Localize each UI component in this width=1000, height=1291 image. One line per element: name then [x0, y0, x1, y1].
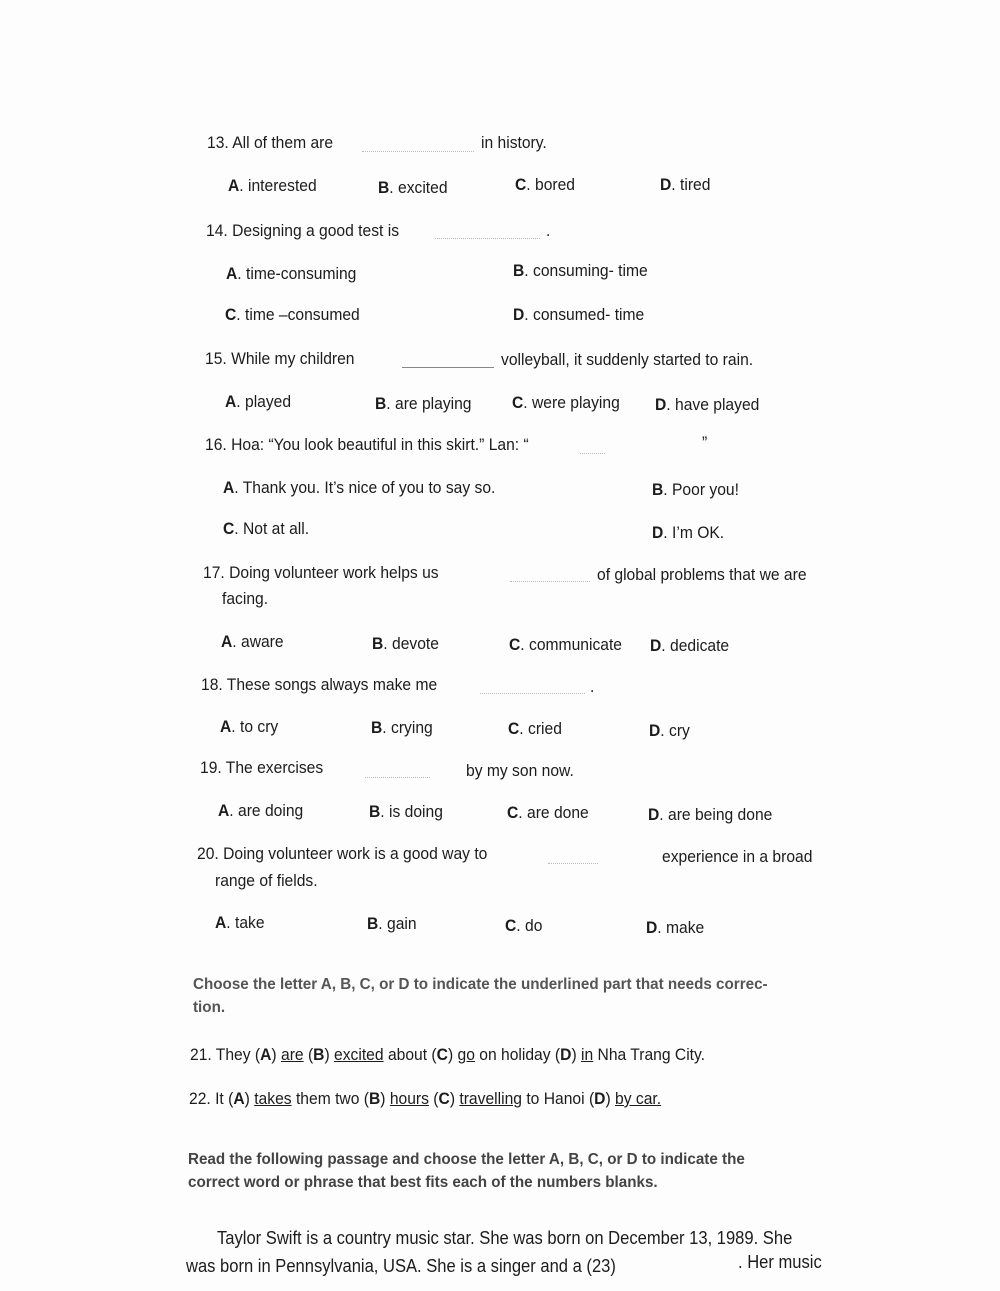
option-a[interactable]: A. aware	[221, 632, 284, 651]
option-d[interactable]: D. cry	[649, 721, 690, 740]
option-letter: B	[375, 394, 387, 413]
option-text: have played	[674, 395, 760, 414]
question-21: 21. They (A) are (B) excited about (C) go on holiday (D) in Nha Trang City.	[190, 1045, 706, 1064]
question-13-stem-end: in history.	[481, 133, 547, 152]
option-text: make	[665, 918, 705, 937]
option-text: Thank you. It’s nice of you to say so.	[242, 478, 496, 497]
section-instruction-passage: Read the following passage and choose the letter A, B, C, or D to indicate the	[188, 1151, 745, 1168]
option-a[interactable]: A. played	[225, 392, 292, 411]
answer-blank	[510, 580, 590, 582]
underlined-part-a: takes	[254, 1089, 292, 1108]
option-text: aware	[240, 632, 284, 651]
option-text: are playing	[394, 394, 472, 413]
option-letter: B	[652, 480, 664, 499]
option-letter: D	[660, 175, 672, 194]
option-text: Poor you!	[671, 480, 739, 499]
option-text: crying	[390, 718, 433, 737]
option-text: consumed- time	[532, 305, 645, 324]
option-a[interactable]: A. time-consuming	[226, 264, 357, 283]
section-instruction-passage-cont: correct word or phrase that best fits each of the numbers blanks.	[188, 1174, 658, 1191]
option-text: consuming- time	[532, 261, 648, 280]
option-text: communicate	[528, 635, 623, 654]
question-19-stem-end: by my son now.	[466, 761, 574, 780]
option-letter: C	[507, 803, 519, 822]
underlined-part-b: hours	[389, 1089, 429, 1108]
option-letter: C	[515, 175, 527, 194]
option-text: bored	[534, 175, 576, 194]
question-18-stem: 18. These songs always make me	[201, 675, 438, 694]
option-text: interested	[247, 176, 317, 195]
question-20-stem: 20. Doing volunteer work is a good way to	[197, 844, 488, 863]
passage-line-2: was born in Pennsylvania, USA. She is a singer and a (23)	[186, 1256, 616, 1276]
question-14-stem-end: .	[546, 221, 551, 240]
option-letter: A	[226, 264, 238, 283]
option-text: Not at all.	[242, 519, 310, 538]
sentence-text: to Hanoi	[526, 1089, 585, 1108]
option-letter: C	[225, 305, 237, 324]
option-letter: A	[228, 176, 240, 195]
option-c[interactable]: C. were playing	[512, 393, 620, 412]
option-letter: B	[372, 634, 384, 653]
option-text: excited	[397, 178, 448, 197]
option-c[interactable]: C. cried	[508, 719, 562, 738]
option-a[interactable]: A. interested	[228, 176, 317, 195]
underlined-part-d: in	[581, 1045, 594, 1064]
answer-blank	[365, 776, 430, 778]
option-text: cry	[668, 721, 690, 740]
option-letter: D	[650, 636, 662, 655]
question-13-stem: 13. All of them are	[207, 133, 334, 152]
option-letter: B	[367, 914, 379, 933]
option-text: I’m OK.	[671, 523, 725, 542]
answer-blank	[435, 237, 540, 239]
question-15-stem-end: volleyball, it suddenly started to rain.	[501, 350, 754, 369]
option-letter: A	[220, 717, 232, 736]
answer-blank	[402, 366, 494, 368]
option-text: devote	[391, 634, 439, 653]
option-text: to cry	[239, 717, 279, 736]
option-c[interactable]: C. Not at all.	[223, 519, 310, 538]
option-text: do	[524, 916, 543, 935]
option-text: are being done	[667, 805, 773, 824]
option-letter: D	[646, 918, 658, 937]
option-letter: D	[648, 805, 660, 824]
option-d[interactable]: D. I’m OK.	[652, 523, 725, 542]
option-c[interactable]: C. time –consumed	[225, 305, 360, 324]
option-text: gain	[386, 914, 417, 933]
underlined-part-c: go	[457, 1045, 475, 1064]
option-b[interactable]: B. consuming- time	[513, 261, 648, 280]
option-text: played	[244, 392, 292, 411]
option-text: tired	[679, 175, 711, 194]
option-text: time –consumed	[244, 305, 360, 324]
option-d[interactable]: D. tired	[660, 175, 711, 194]
option-c[interactable]: C. do	[505, 916, 543, 935]
answer-blank	[480, 692, 585, 694]
option-letter: C	[509, 635, 521, 654]
option-text: time-consuming	[245, 264, 357, 283]
option-b[interactable]: B. gain	[367, 914, 417, 933]
question-19-stem: 19. The exercises	[200, 758, 324, 777]
option-letter: D	[649, 721, 661, 740]
option-b[interactable]: B. is doing	[369, 802, 443, 821]
option-letter: A	[218, 801, 230, 820]
sentence-text: about	[387, 1045, 428, 1064]
option-letter: B	[378, 178, 390, 197]
question-20-stem-end: range of fields.	[215, 871, 318, 890]
option-a[interactable]: A. are doing	[218, 801, 304, 820]
option-a[interactable]: A. to cry	[220, 717, 279, 736]
option-text: cried	[527, 719, 562, 738]
option-d[interactable]: D. dedicate	[650, 636, 730, 655]
section-instruction-error-cont: tion.	[193, 999, 226, 1016]
underlined-part-b: excited	[334, 1045, 384, 1064]
option-letter: A	[225, 392, 237, 411]
question-16-stem-end: ”	[702, 433, 708, 452]
option-a[interactable]: A. Thank you. It’s nice of you to say so.	[223, 478, 496, 497]
option-letter: B	[371, 718, 383, 737]
question-18-stem-end: .	[590, 677, 595, 696]
option-text: take	[234, 913, 265, 932]
question-17-stem: 17. Doing volunteer work helps us	[203, 563, 439, 582]
sentence-text: Nha Trang City.	[597, 1045, 706, 1064]
option-text: is doing	[388, 802, 443, 821]
passage-line-1: Taylor Swift is a country music star. She was born on December 13, 1989. She	[217, 1228, 793, 1248]
passage-line-2-end: . Her music	[738, 1252, 822, 1272]
option-letter: C	[223, 519, 235, 538]
answer-blank	[362, 150, 474, 152]
option-d[interactable]: D. have played	[655, 395, 760, 414]
question-17-stem-end: facing.	[222, 589, 269, 608]
option-text: were playing	[531, 393, 620, 412]
option-letter: B	[369, 802, 381, 821]
question-15-stem: 15. While my children	[205, 349, 355, 368]
sentence-text: them two	[295, 1089, 360, 1108]
underlined-part-a: are	[280, 1045, 304, 1064]
option-text: are doing	[237, 801, 304, 820]
option-d[interactable]: D. are being done	[648, 805, 773, 824]
option-b[interactable]: B. are playing	[375, 394, 472, 413]
option-letter: D	[513, 305, 525, 324]
option-letter: C	[512, 393, 524, 412]
question-14-stem: 14. Designing a good test is	[206, 221, 400, 240]
option-letter: A	[223, 478, 235, 497]
option-b[interactable]: B. devote	[372, 634, 439, 653]
option-c[interactable]: C. are done	[507, 803, 589, 822]
option-d[interactable]: D. make	[646, 918, 705, 937]
option-text: are done	[526, 803, 589, 822]
option-d[interactable]: D. consumed- time	[513, 305, 645, 324]
option-b[interactable]: B. Poor you!	[652, 480, 739, 499]
answer-blank	[548, 862, 598, 864]
option-text: dedicate	[669, 636, 730, 655]
question-20-stem-mid: experience in a broad	[662, 847, 813, 866]
option-letter: B	[513, 261, 525, 280]
underlined-part-c: travelling	[459, 1089, 522, 1108]
sentence-text: on holiday	[479, 1045, 551, 1064]
option-b[interactable]: B. crying	[371, 718, 433, 737]
option-letter: D	[655, 395, 667, 414]
option-letter: A	[221, 632, 233, 651]
question-number: 21. They	[190, 1045, 251, 1064]
option-letter: C	[505, 916, 517, 935]
option-letter: A	[215, 913, 227, 932]
underlined-part-d: by car.	[615, 1089, 662, 1108]
question-22: 22. It (A) takes them two (B) hours (C) travelling to Hanoi (D) by car.	[189, 1089, 662, 1108]
option-a[interactable]: A. take	[215, 913, 265, 932]
answer-blank	[580, 452, 605, 454]
option-letter: D	[652, 523, 664, 542]
option-c[interactable]: C. communicate	[509, 635, 623, 654]
section-instruction-error: Choose the letter A, B, C, or D to indicate the underlined part that needs correc-	[193, 976, 768, 993]
option-b[interactable]: B. excited	[378, 178, 448, 197]
question-17-stem-mid: of global problems that we are	[597, 565, 807, 584]
option-letter: C	[508, 719, 520, 738]
question-number: 22. It	[189, 1089, 224, 1108]
question-16-stem: 16. Hoa: “You look beautiful in this skirt.” Lan: “	[205, 435, 529, 454]
option-c[interactable]: C. bored	[515, 175, 576, 194]
